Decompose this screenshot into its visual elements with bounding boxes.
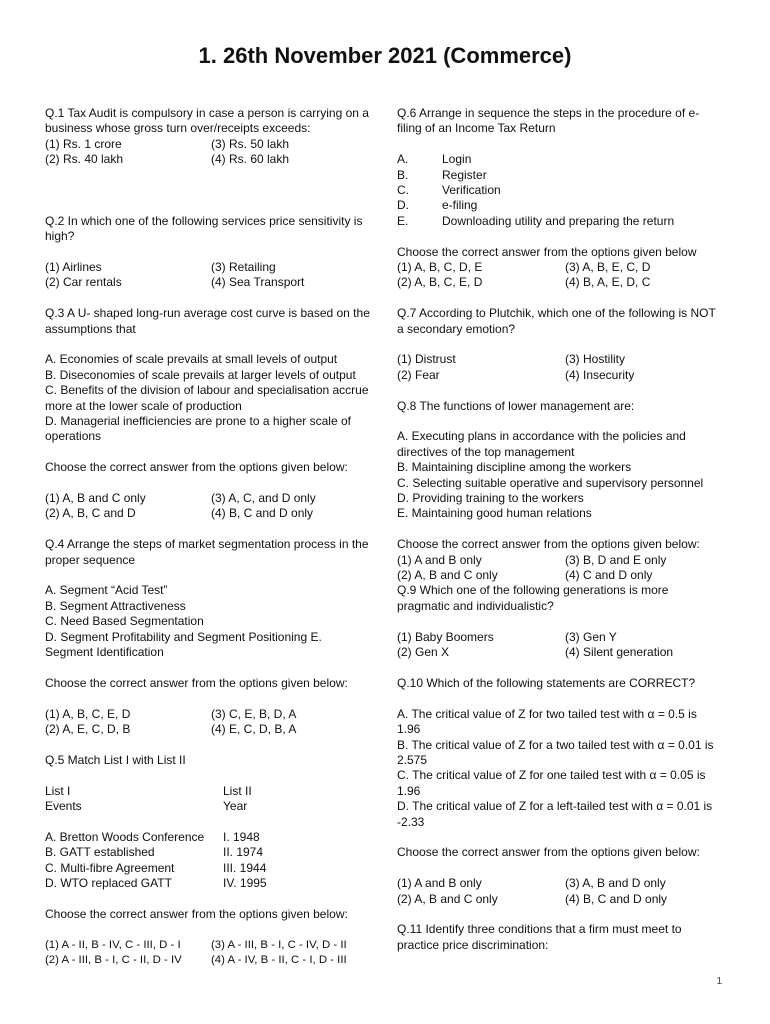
- question-10: [397, 676, 722, 907]
- option-2[interactable]: (2) A, E, C, D, B: [45, 722, 131, 737]
- match-list-headers: [45, 784, 370, 815]
- list-1-item: B. GATT established: [45, 845, 155, 860]
- statement-d: D. Managerial inefficiencies are prone to a higher scale of operations: [45, 414, 351, 444]
- question-6: [397, 106, 722, 291]
- option-3[interactable]: (3) Rs. 50 lakh: [211, 136, 290, 151]
- step-label: Verification: [442, 183, 501, 198]
- list-2-item: III. 1944: [223, 860, 267, 875]
- question-3: [45, 306, 370, 522]
- question-text: Q.4 Arrange the steps of market segmentation process in the proper sequence: [45, 537, 369, 567]
- option-2[interactable]: (2) Rs. 40 lakh: [45, 152, 124, 167]
- step-label: Login: [442, 152, 472, 167]
- option-4[interactable]: (4) B, A, E, D, C: [565, 275, 651, 290]
- answer-options: [45, 938, 370, 969]
- choose-instruction: Choose the correct answer from the options given below:: [45, 675, 348, 690]
- option-2[interactable]: (2) A, B and C only: [397, 891, 498, 906]
- option-1[interactable]: (1) Airlines: [45, 260, 102, 274]
- statement-b: B. Diseconomies of scale prevails at larger levels of output: [45, 367, 356, 382]
- step-b: B. Segment Attractiveness: [45, 598, 186, 613]
- question-9: [397, 583, 722, 660]
- option-1[interactable]: (1) A, B, C, E, D: [45, 706, 131, 721]
- function-c: C. Selecting suitable operative and supervisory personnel: [397, 475, 704, 490]
- option-4[interactable]: (4) E, C, D, B, A: [211, 722, 297, 737]
- option-4[interactable]: (4) Insecurity: [565, 367, 635, 382]
- step-letter: D.: [397, 198, 409, 213]
- option-4[interactable]: (4) A - IV, B - II, C - I, D - III: [211, 954, 347, 967]
- step-letter: E.: [397, 213, 409, 228]
- answer-options: [45, 260, 370, 291]
- option-2[interactable]: (2) Fear: [397, 367, 440, 382]
- choose-instruction: Choose the correct answer from the options given below:: [45, 460, 348, 475]
- question-text: Q.8 The functions of lower management are:: [397, 398, 635, 413]
- option-1[interactable]: (1) A and B only: [397, 552, 482, 567]
- option-2[interactable]: (2) Car rentals: [45, 275, 122, 290]
- statement-c: C. Benefits of the division of labour and specialisation accrue more at the lower scale of production: [45, 383, 369, 413]
- match-list-rows: [45, 830, 370, 892]
- option-1[interactable]: (1) Rs. 1 crore: [45, 136, 122, 151]
- option-2[interactable]: (2) A - III, B - I, C - II, D - IV: [45, 954, 182, 967]
- option-3[interactable]: (3) C, E, B, D, A: [211, 706, 297, 721]
- option-1[interactable]: (1) Baby Boomers: [397, 629, 494, 644]
- question-5: [45, 753, 370, 969]
- option-1[interactable]: (1) A, B and C only: [45, 491, 146, 506]
- list-2-header: List II: [223, 783, 252, 798]
- question-1: [45, 106, 370, 168]
- list-2-item: IV. 1995: [223, 876, 267, 891]
- page-title: 1. 26th November 2021 (Commerce): [198, 43, 572, 68]
- option-3[interactable]: (3) B, D and E only: [565, 552, 667, 567]
- question-text: Q.7 According to Plutchik, which one of the following is NOT a secondary emotion?: [397, 306, 716, 336]
- answer-options: [397, 876, 722, 907]
- statement-b: B. The critical value of Z for a two tailed test with α = 0.01 is 2.575: [397, 737, 714, 767]
- question-text: Q.10 Which of the following statements are CORRECT?: [397, 675, 696, 690]
- list-2-item: II. 1974: [223, 845, 264, 860]
- option-4[interactable]: (4) B, C and D only: [211, 506, 314, 521]
- statement-c: C. The critical value of Z for one tailed test with α = 0.05 is 1.96: [397, 768, 706, 798]
- answer-options: [45, 137, 370, 168]
- option-4[interactable]: (4) C and D only: [565, 568, 653, 583]
- list-2-subheader: Year: [223, 799, 248, 814]
- option-2[interactable]: (2) A, B, C, E, D: [397, 275, 483, 290]
- list-1-item: D. WTO replaced GATT: [45, 876, 172, 891]
- function-a: A. Executing plans in accordance with the policies and directives of the top management: [397, 429, 686, 459]
- option-3[interactable]: (3) Retailing: [211, 260, 276, 274]
- right-column: [397, 106, 722, 953]
- choose-instruction: Choose the correct answer from the options given below:: [397, 845, 700, 860]
- step-c: C. Need Based Segmentation: [45, 614, 204, 629]
- function-d: D. Providing training to the workers: [397, 491, 584, 506]
- list-1-item: C. Multi-fibre Agreement: [45, 860, 175, 875]
- step-a: A. Segment “Acid Test”: [45, 583, 168, 598]
- option-4[interactable]: (4) Sea Transport: [211, 275, 305, 290]
- question-text: Q.11 Identify three conditions that a firm must meet to practice price discrimination:: [397, 922, 682, 952]
- question-8: [397, 399, 722, 584]
- option-1[interactable]: (1) Distrust: [397, 352, 456, 367]
- list-1-header: List I: [45, 783, 71, 798]
- option-3[interactable]: (3) A - III, B - I, C - IV, D - II: [211, 938, 347, 951]
- option-3[interactable]: (3) A, B and D only: [565, 876, 666, 891]
- statement-a: A. The critical value of Z for two tailed test with α = 0.5 is 1.96: [397, 706, 697, 737]
- question-4: [45, 537, 370, 737]
- answer-options: [397, 630, 722, 661]
- answer-options: [397, 352, 722, 383]
- option-2[interactable]: (2) A, B, C and D: [45, 506, 136, 521]
- list-1-item: A. Bretton Woods Conference: [45, 829, 205, 844]
- left-column: [45, 106, 370, 968]
- step-label: Downloading utility and preparing the return: [442, 213, 675, 228]
- step-letter: A.: [397, 152, 409, 167]
- answer-options: [45, 707, 370, 738]
- option-1[interactable]: (1) A and B only: [397, 876, 482, 891]
- question-text: Q.2 In which one of the following services price sensitivity is high?: [45, 213, 363, 244]
- question-11: [397, 922, 722, 953]
- option-4[interactable]: (4) Rs. 60 lakh: [211, 152, 290, 167]
- step-label: e-filing: [442, 198, 478, 213]
- step-letter: B.: [397, 167, 409, 182]
- statement-d: D. The critical value of Z for a left-tailed test with α = 0.01 is -2.33: [397, 799, 713, 829]
- option-4[interactable]: (4) Silent generation: [565, 645, 674, 660]
- option-2[interactable]: (2) A, B and C only: [397, 568, 498, 583]
- option-1[interactable]: (1) A - II, B - IV, C - III, D - I: [45, 938, 181, 951]
- option-2[interactable]: (2) Gen X: [397, 645, 450, 660]
- option-1[interactable]: (1) A, B, C, D, E: [397, 260, 483, 275]
- page-number: 1: [716, 976, 722, 987]
- step-label: Register: [442, 167, 487, 182]
- option-3[interactable]: (3) Gen Y: [565, 629, 617, 644]
- option-3[interactable]: (3) A, B, E, C, D: [565, 260, 651, 275]
- option-3[interactable]: (3) Hostility: [565, 352, 626, 367]
- question-text: Q.6 Arrange in sequence the steps in the procedure of e-filing of an Income Tax Return: [397, 106, 700, 136]
- answer-options: [397, 553, 722, 584]
- answer-options: [397, 260, 722, 291]
- function-b: B. Maintaining discipline among the workers: [397, 460, 632, 475]
- choose-instruction: Choose the correct answer from the options given below:: [397, 537, 700, 552]
- option-3[interactable]: (3) A, C, and D only: [211, 491, 316, 506]
- function-e: E. Maintaining good human relations: [397, 506, 592, 521]
- step-letter: C.: [397, 183, 409, 198]
- procedure-steps: [397, 152, 722, 229]
- choose-instruction: Choose the correct answer from the options given below:: [45, 906, 348, 921]
- list-1-subheader: Events: [45, 799, 82, 814]
- question-text: Q.5 Match List I with List II: [45, 752, 186, 767]
- question-text: Q.1 Tax Audit is compulsory in case a person is carrying on a business whose gross turn over/receipts exceeds:: [45, 106, 369, 136]
- choose-instruction: Choose the correct answer from the options given below: [397, 244, 697, 259]
- statement-a: A. Economies of scale prevails at small levels of output: [45, 352, 338, 367]
- question-7: [397, 306, 722, 383]
- question-text: Q.9 Which one of the following generations is more pragmatic and individualistic?: [397, 583, 669, 613]
- answer-options: [45, 491, 370, 522]
- step-d-e: D. Segment Profitability and Segment Positioning E. Segment Identification: [45, 629, 322, 660]
- question-2: [45, 214, 370, 291]
- question-text: Q.3 A U- shaped long-run average cost curve is based on the assumptions that: [45, 306, 370, 336]
- option-4[interactable]: (4) B, C and D only: [565, 891, 668, 906]
- list-2-item: I. 1948: [223, 829, 260, 844]
